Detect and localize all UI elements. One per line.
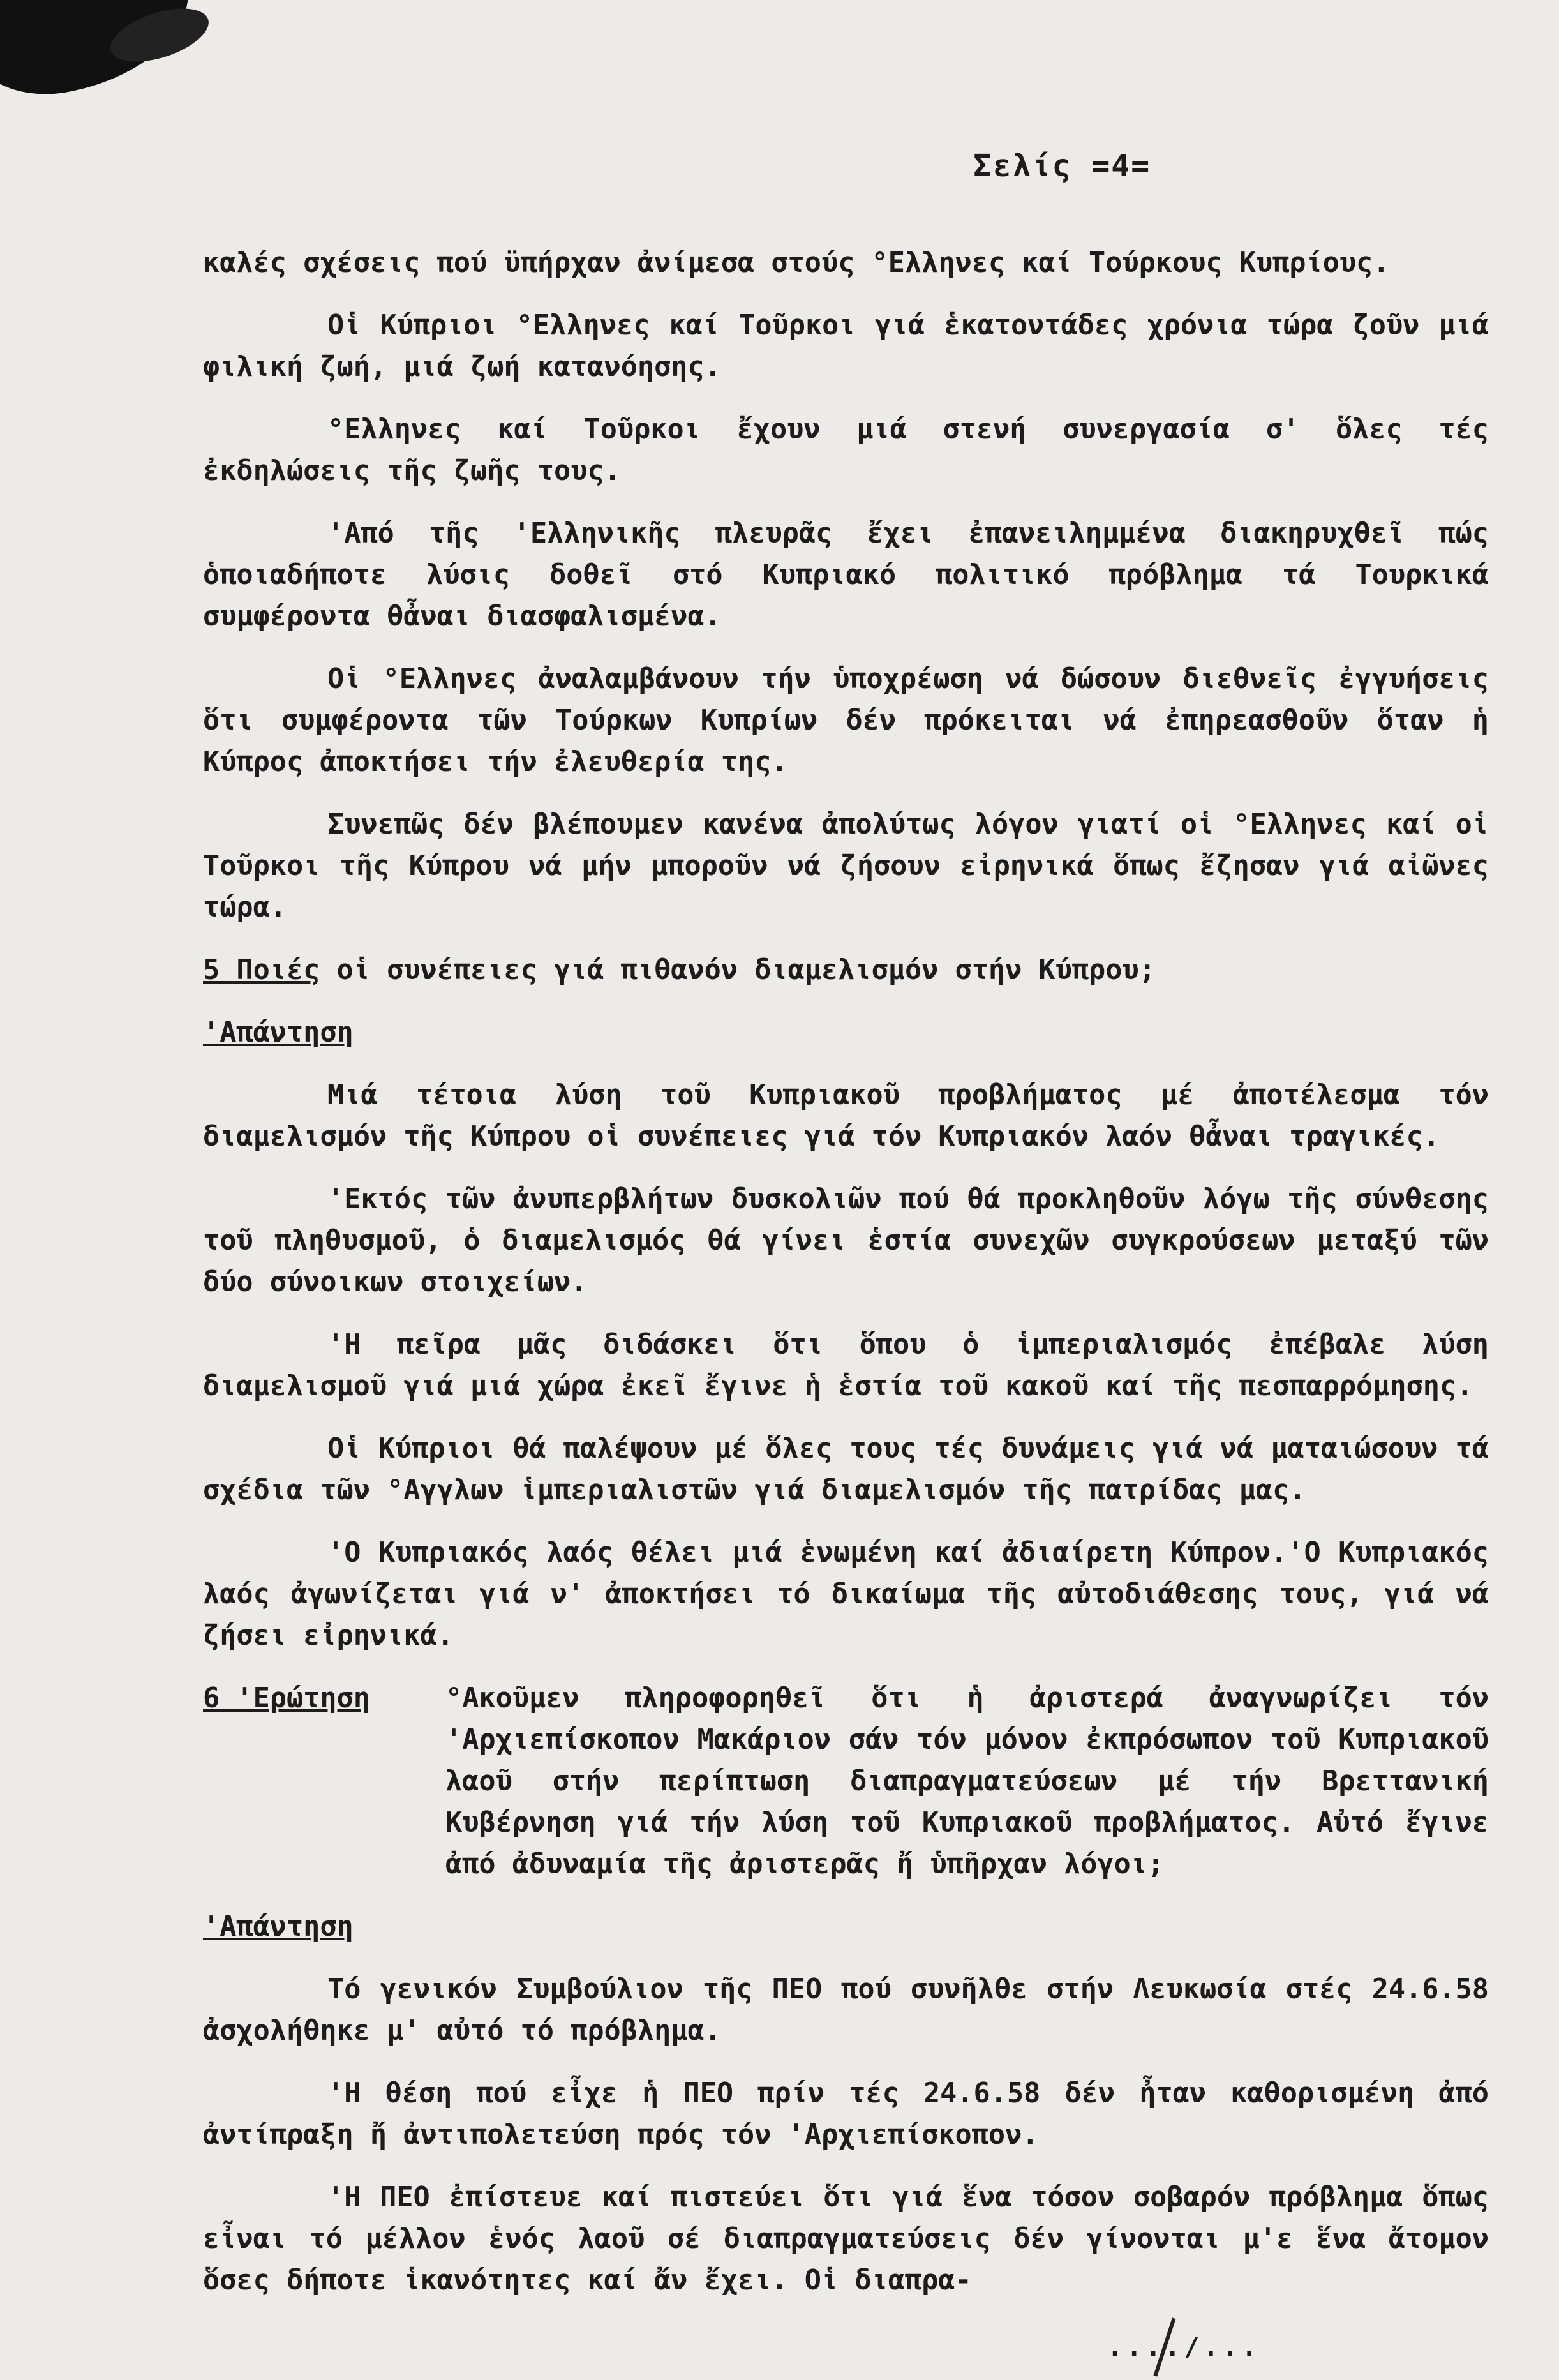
paragraph-9: 'Η πεῖρα μᾶς διδάσκει ὅτι ὅπου ὁ ἱμπεριαλισμός ἐπέβαλε λύση διαμελισμοῦ γιά μιά χώρα ἐκεῖ ἔγινε ἡ ἑστία τοῦ κακοῦ καί τῆς πεσπαρρόμησης. xyxy=(203,1329,1489,1402)
question-6-text: °Ακοῦμεν πληροφορηθεῖ ὅτι ἡ ἀριστερά ἀναγνωρίζει τόν 'Αρχιεπίσκοπον Μακάριον σάν τόν μόνον ἐκπρόσωπον τοῦ Κυπριακοῦ λαοῦ στήν περίπτωση διαπραγματεύσεων μέ τήν Βρεττανική Κυβέρνηση γιά τήν λύση τοῦ Κυπριακοῦ προβλήματος. Αὐτό ἔγινε ἀπό ἀδυναμία τῆς ἀριστερᾶς ἤ ὑπῆρχαν λόγοι; xyxy=(445,1682,1489,1880)
paragraph-3: °Ελληνες καί Τοῦρκοι ἔχουν μιά στενή συνεργασία σ' ὅλες τές ἐκδηλώσεις τῆς ζωῆς τους. xyxy=(203,414,1489,487)
paragraph-10: Οἱ Κύπριοι θά παλέψουν μέ ὅλες τους τές δυνάμεις γιά νά ματαιώσουν τά σχέδια τῶν °Αγγλων ἱμπεριαλιστῶν γιά διαμελισμόν τῆς πατρίδας μας. xyxy=(203,1433,1489,1506)
question-6 xyxy=(203,1678,1489,1885)
paragraph-2: Οἱ Κύπριοι °Ελληνες καί Τοῦρκοι γιά ἑκατοντάδες χρόνια τώρα ζοῦν μιά φιλική ζωή, μιά ζωή κατανόησης. xyxy=(203,310,1489,383)
paragraph-6: Συνεπῶς δέν βλέπουμεν κανένα ἀπολύτως λόγον γιατί οἱ °Ελληνες καί οἱ Τοῦρκοι τῆς Κύπρου νά μήν μποροῦν νά ζήσουν εἰρηνικά ὅπως ἔζησαν γιά αἰῶνες τώρα. xyxy=(203,809,1489,924)
question-5 xyxy=(203,950,1489,991)
continuation-mark: ..../... xyxy=(1107,2333,1261,2362)
paragraph-11: 'Ο Κυπριακός λαός θέλει μιά ἑνωμένη καί ἀδιαίρετη Κύπρον.'Ο Κυπριακός λαός ἀγωνίζεται γιά ν' ἀποκτήσει τό δικαίωμα τῆς αὐτοδιάθεσης τους, γιά νά ζήσει εἰρηνικά. xyxy=(203,1537,1489,1652)
paragraph-7: Μιά τέτοια λύση τοῦ Κυπριακοῦ προβλήματος μέ ἀποτέλεσμα τόν διαμελισμόν τῆς Κύπρου οἱ συνέπειες γιά τόν Κυπριακόν λαόν θἆναι τραγικές. xyxy=(203,1079,1489,1153)
paragraph-4: 'Από τῆς 'Ελληνικῆς πλευρᾶς ἔχει ἐπανειλημμένα διακηρυχθεῖ πώς ὁποιαδήποτε λύσις δοθεῖ στό Κυπριακό πολιτικό πρόβλημα τά Τουρκικά συμφέροντα θἆναι διασφαλισμένα. xyxy=(203,518,1489,632)
paragraph-13: 'Η θέση πού εἶχε ἡ ΠΕΟ πρίν τές 24.6.58 δέν ἦταν καθορισμένη ἀπό ἀντίπραξη ἤ ἀντιπολετεύση πρός τόν 'Αρχιεπίσκοπον. xyxy=(203,2077,1489,2151)
question-5-text: οἱ συνέπειες γιά πιθανόν διαμελισμόν στήν Κύπρου; xyxy=(320,954,1156,986)
paragraph-12: Τό γενικόν Συμβούλιον τῆς ΠΕΟ πού συνῆλθε στήν Λευκωσία στές 24.6.58 ἀσχολήθηκε μ' αὐτό τό πρόβλημα. xyxy=(203,1973,1489,2047)
page-number: Σελίς =4= xyxy=(973,148,1151,184)
paragraph-8: 'Εκτός τῶν ἀνυπερβλήτων δυσκολιῶν πού θά προκληθοῦν λόγω τῆς σύνθεσης τοῦ πληθυσμοῦ, ὁ διαμελισμός θά γίνει ἑστία συνεχῶν συγκρούσεων μεταξύ τῶν δύο σύνοικων στοιχείων. xyxy=(203,1183,1489,1298)
answer-heading-2: 'Απάντηση xyxy=(203,1911,354,1943)
paragraph-1: καλές σχέσεις πού ϋπήρχαν ἀνίμεσα στούς °Ελληνες καί Τούρκους Κυπρίους. xyxy=(203,247,1390,279)
document-body xyxy=(203,243,1489,2323)
answer-heading-1: 'Απάντηση xyxy=(203,1017,354,1049)
paragraph-5: Οἱ °Ελληνες ἀναλαμβάνουν τήν ὑποχρέωση νά δώσουν διεθνεῖς ἐγγυήσεις ὅτι συμφέροντα τῶν Τούρκων Κυπρίων δέν πρόκειται νά ἐπηρεασθοῦν ὅταν ἡ Κύπρος ἀποκτήσει τήν ἐλευθερία της. xyxy=(203,663,1489,778)
question-5-label: 5 Ποιές xyxy=(203,954,320,986)
question-6-label: 6 'Ερώτηση xyxy=(203,1682,370,1714)
paragraph-14: 'Η ΠΕΟ ἐπίστευε καί πιστεύει ὅτι γιά ἕνα τόσον σοβαρόν πρόβλημα ὅπως εἶναι τό μέλλον ἑνός λαοῦ σέ διαπραγματεύσεις δέν γίνονται μ'ε ἕνα ἄτομον ὅσες δήποτε ἱκανότητες καί ἄν ἔχει. Οἱ διαπρα- xyxy=(203,2182,1489,2296)
